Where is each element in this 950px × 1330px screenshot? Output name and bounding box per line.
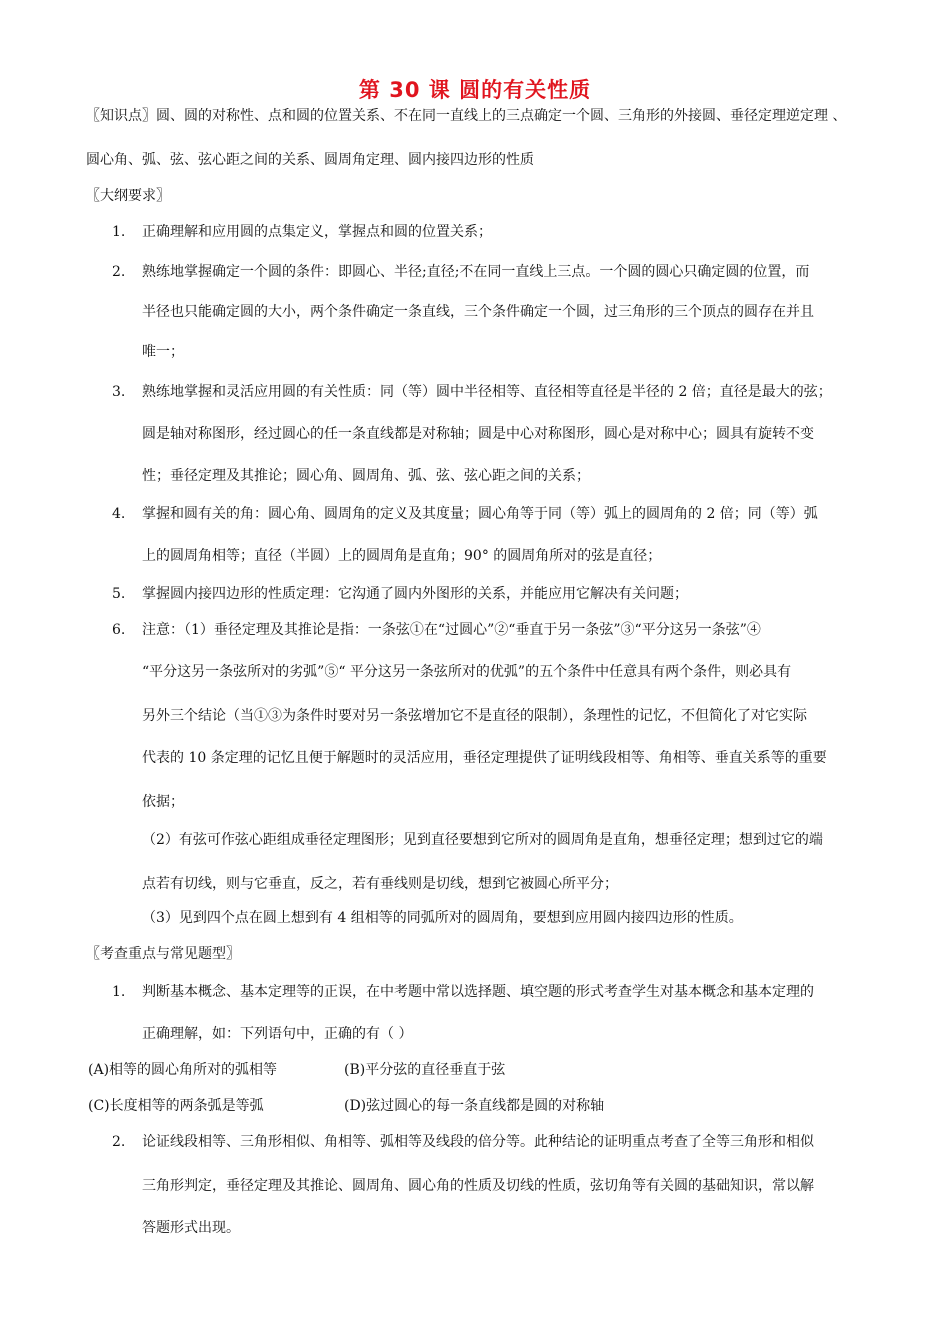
list-item: 掌握和圆有关的角：圆心角、圆周角的定义及其度量；圆心角等于同（等）弧上的圆周角的 2 倍；同（等）弧 [142, 506, 818, 522]
knowledge-line-1: 〖知识点〗圆、圆的对称性、点和圆的位置关系、不在同一直线上的三点确定一个圆、三角形的外接圆、垂径定理逆定理 、 [86, 108, 847, 124]
list-number: 5. [112, 586, 126, 602]
list-item: 正确理解和应用圆的点集定义，掌握点和圆的位置关系； [142, 224, 492, 240]
list-item: 熟练地掌握和灵活应用圆的有关性质：同（等）圆中半径相等、直径相等直径是半径的 2 倍；直径是最大的弦； [142, 384, 832, 400]
note-line: （2）有弦可作弦心距组成垂径定理图形；见到直径要想到它所对的圆周角是直角，想垂径定理；想到过它的端 [142, 832, 823, 848]
list-item: 上的圆周角相等；直径（半圆）上的圆周角是直角；90° 的圆周角所对的弦是直径； [142, 548, 662, 564]
list-item: 另外三个结论（当①③为条件时要对另一条弦增加它不是直径的限制），条理性的记忆，不但简化了对它实际 [142, 708, 807, 724]
list-item: 性；垂径定理及其推论；圆心角、圆周角、弧、弦、弦心距之间的关系； [142, 468, 590, 484]
list-item: 半径也只能确定圆的大小，两个条件确定一条直线，三个条件确定一个圆，过三角形的三个顶点的圆存在并且 [142, 304, 814, 320]
knowledge-line-2: 圆心角、弧、弦、弦心距之间的关系、圆周角定理、圆内接四边形的性质 [86, 152, 534, 168]
page-title: 第 30 课 圆的有关性质 [358, 78, 592, 102]
list-item: 唯一； [142, 344, 184, 360]
list-number: 1. [112, 224, 126, 240]
list-number: 6. [112, 622, 126, 638]
note-line: （3）见到四个点在圆上想到有 4 组相等的同弧所对的圆周角，要想到应用圆内接四边形的性质。 [142, 910, 743, 926]
list-number: 3. [112, 384, 126, 400]
choice-a: (A)相等的圆心角所对的弧相等 [88, 1062, 278, 1078]
list-item: 依据； [142, 794, 184, 810]
choice-c: (C)长度相等的两条弧是等弧 [88, 1098, 264, 1114]
list-item: 注意：（1）垂径定理及其推论是指：一条弦①在“过圆心”②“垂直于另一条弦”③“平分这另一条弦”④ [142, 622, 761, 638]
list-item: 掌握圆内接四边形的性质定理：它沟通了圆内外图形的关系，并能应用它解决有关问题； [142, 586, 688, 602]
syllabus-heading: 〖大纲要求〗 [86, 188, 170, 204]
choice-b: (B)平分弦的直径垂直于弦 [344, 1062, 506, 1078]
list-item: “平分这另一条弦所对的劣弧”⑤“ 平分这另一条弦所对的优弧”的五个条件中任意具有两个条件，则必具有 [142, 664, 792, 680]
list-number: 2. [112, 1134, 126, 1150]
list-item: 三角形判定，垂径定理及其推论、圆周角、圆心角的性质及切线的性质，弦切角等有关圆的基础知识，常以解 [142, 1178, 814, 1194]
list-number: 2. [112, 264, 126, 280]
list-item: 正确理解，如：下列语句中，正确的有（ ） [142, 1026, 413, 1042]
choice-d: (D)弦过圆心的每一条直线都是圆的对称轴 [344, 1098, 605, 1114]
list-item: 代表的 10 条定理的记忆且便于解题时的灵活应用，垂径定理提供了证明线段相等、角相等、垂直关系等的重要 [142, 750, 827, 766]
note-line: 点若有切线，则与它垂直，反之，若有垂线则是切线，想到它被圆心所平分； [142, 876, 618, 892]
list-item: 论证线段相等、三角形相似、角相等、弧相等及线段的倍分等。此种结论的证明重点考查了全等三角形和相似 [142, 1134, 814, 1150]
list-item: 判断基本概念、基本定理等的正误，在中考题中常以选择题、填空题的形式考查学生对基本概念和基本定理的 [142, 984, 814, 1000]
exam-heading: 〖考查重点与常见题型〗 [86, 946, 240, 962]
list-item: 圆是轴对称图形，经过圆心的任一条直线都是对称轴；圆是中心对称图形，圆心是对称中心；圆具有旋转不变 [142, 426, 814, 442]
list-item: 熟练地掌握确定一个圆的条件：即圆心、半径;直径;不在同一直线上三点。一个圆的圆心只确定圆的位置，而 [142, 264, 810, 280]
list-number: 4. [112, 506, 126, 522]
list-number: 1. [112, 984, 126, 1000]
list-item: 答题形式出现。 [142, 1220, 240, 1236]
